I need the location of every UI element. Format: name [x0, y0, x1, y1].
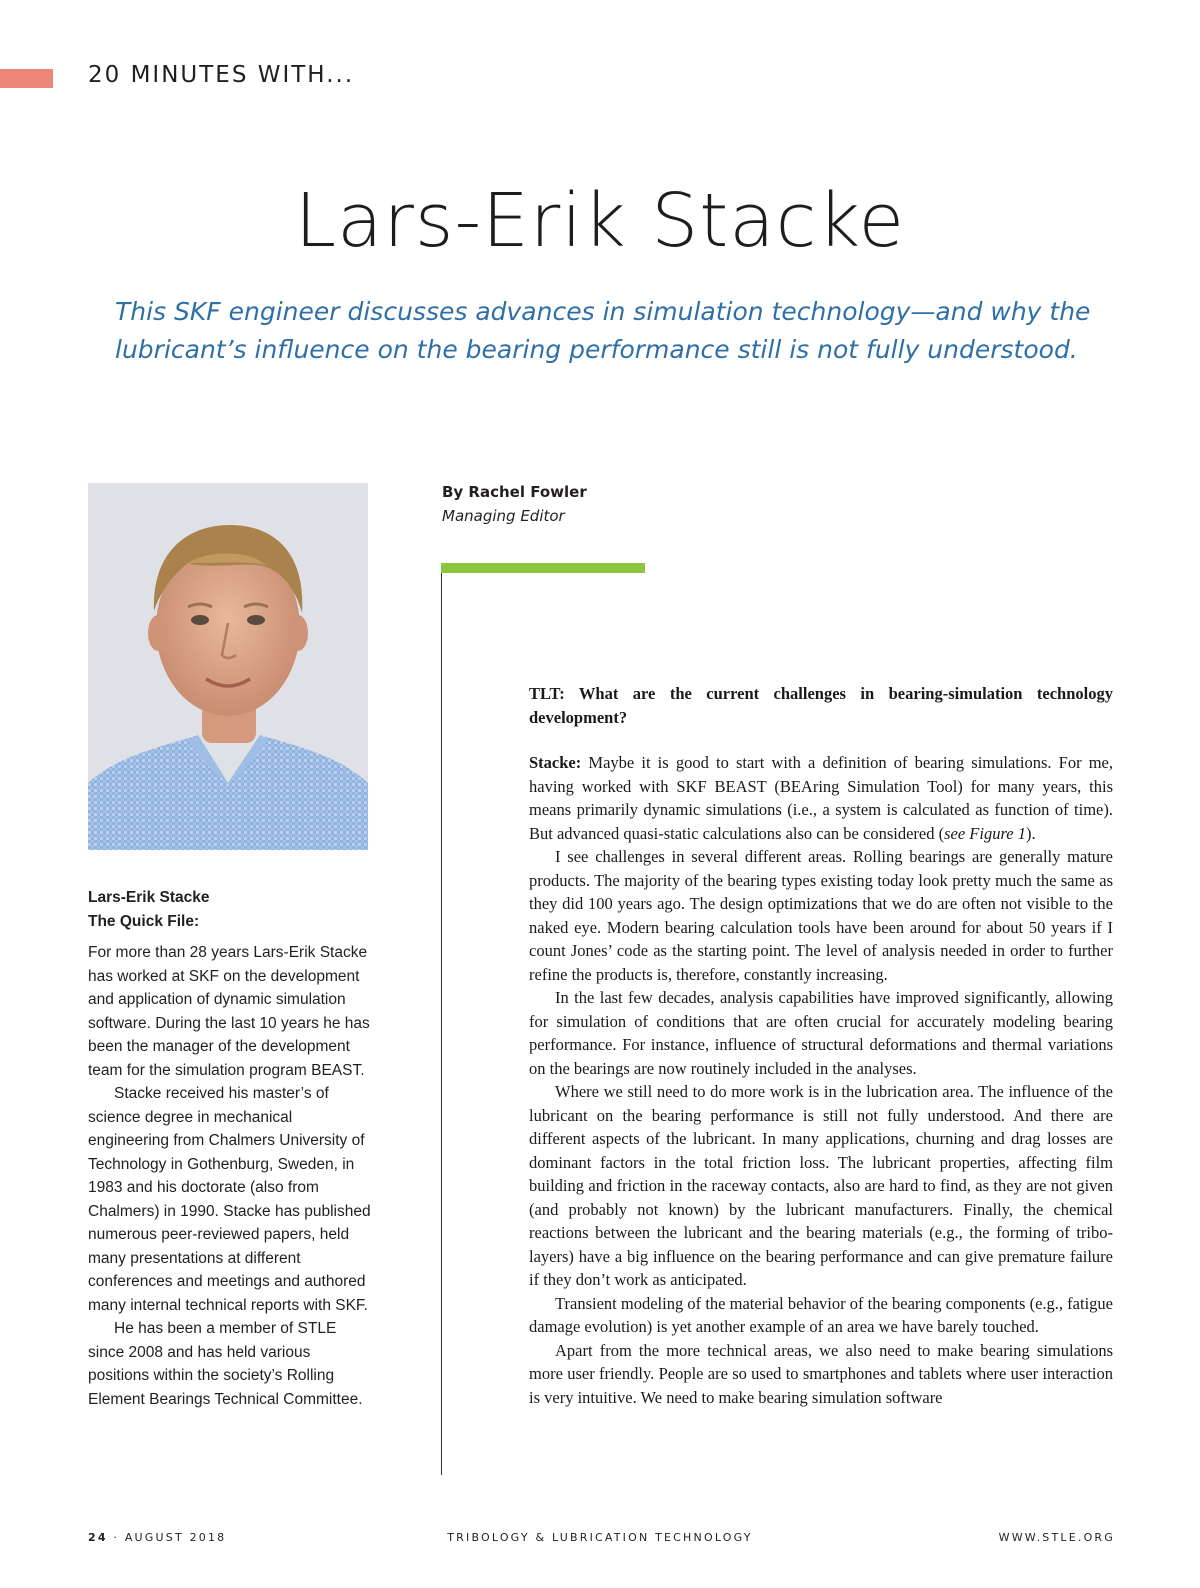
interview-answer	[529, 751, 1113, 845]
body-paragraph: Where we still need to do more work is in the lubrication area. The influence of the lubricant on the bearing performance is still not fully understood. And there are different aspects of the lubricant. In many applications, churning and drag losses are dominant factors in the total friction loss. The lubricant properties, affecting film building and friction in the raceway contacts, also are hard to find, as they are not given (and probably not known) by the lubricant manufacturers. Finally, the chemical reactions between the lubricant and the bearing materials (e.g., the forming of tribo-layers) have a big influence on the bearing performance and can give premature failure if they don’t work as anticipated.	[529, 1082, 1113, 1289]
interview-body	[529, 682, 1113, 1409]
answer-text: Maybe it is good to start with a definition of bearing simulations. For me, having worked with SKF BEAST (BEAring Simulation Tool) for many years, this means primarily dynamic simulations (i.e., a system is calculated as function of time). But advanced quasi-static calculations also can be considered (	[529, 753, 1113, 843]
sidebar-heading: The Quick File:	[88, 912, 200, 930]
body-paragraph: In the last few decades, analysis capabilities have improved significantly, allowing for simulation of conditions that are often crucial for accurately modeling bearing performance. For instance, influence of structural deformations and thermal variations on the bearings are now routinely included in the analyses.	[529, 988, 1113, 1078]
portrait-photo	[88, 483, 368, 850]
body-paragraph: I see challenges in several different areas. Rolling bearings are generally mature products. The majority of the bearing types existing today look pretty much the same as they did 100 years ago. The design optimizations that we do are often not visible to the naked eye. Modern bearing calculation tools have been around for about 50 years if I count Jones’ code as the starting point. The level of analysis needed in order to further refine the products is, therefore, constantly increasing.	[529, 847, 1113, 984]
deck-line: lubricant’s influence on the bearing performance still is not fully understood.	[115, 335, 1078, 364]
quick-file-sidebar	[88, 886, 373, 1411]
publication-name: TRIBOLOGY & LUBRICATION TECHNOLOGY	[447, 1531, 753, 1544]
byline-role: Managing Editor	[442, 507, 565, 525]
sidebar-paragraph: For more than 28 years Lars-Erik Stacke has worked at SKF on the development and application of dynamic simulation software. During the last 10 years he has been the manager of the development team for the simulation program BEAST.	[88, 944, 370, 1079]
article-deck	[115, 293, 1115, 369]
page-number: 24	[88, 1531, 108, 1544]
byline-author: By Rachel Fowler	[442, 483, 587, 501]
sidebar-paragraph: He has been a member of STLE since 2008 and has held various positions within the society’s Rolling Element Bearings Technical Committee.	[88, 1320, 363, 1408]
section-label: 20 MINUTES WITH...	[88, 62, 355, 88]
article-title: Lars-Erik Stacke	[294, 178, 906, 264]
interview-question: TLT: What are the current challenges in bearing-simulation technology development?	[529, 684, 1113, 727]
issue-date: AUGUST 2018	[124, 1531, 227, 1544]
footer-separator: ·	[113, 1531, 120, 1544]
body-paragraph: Transient modeling of the material behavior of the bearing components (e.g., fatigue damage evolution) is yet another example of an area we have barely touched.	[529, 1293, 1113, 1336]
sidebar-name: Lars-Erik Stacke	[88, 889, 210, 906]
deck-line: This SKF engineer discusses advances in simulation technology—and why the	[115, 297, 1091, 326]
green-rule	[441, 563, 645, 573]
answer-text-end: ).	[1025, 823, 1036, 843]
figure-reference: see Figure 1	[944, 823, 1026, 843]
body-paragraph: Apart from the more technical areas, we also need to make bearing simulations more user friendly. People are so used to smartphones and tablets where user interaction is very intuitive. We need to make bearing simulation software	[529, 1340, 1113, 1407]
section-accent-bar	[0, 69, 53, 88]
column-divider	[441, 573, 442, 1475]
website-link[interactable]: WWW.STLE.ORG	[998, 1531, 1115, 1544]
sidebar-paragraph: Stacke received his master’s of science degree in mechanical engineering from Chalmers University of Technology in Gothenburg, Sweden, in 1983 and his doctorate (also from Chalmers) in 1990. Stacke has published numerous peer-reviewed papers, held many presentations at different conferences and meetings and authored many internal technical reports with SKF.	[88, 1085, 371, 1314]
byline	[442, 480, 587, 528]
speaker-label: Stacke:	[529, 753, 582, 772]
